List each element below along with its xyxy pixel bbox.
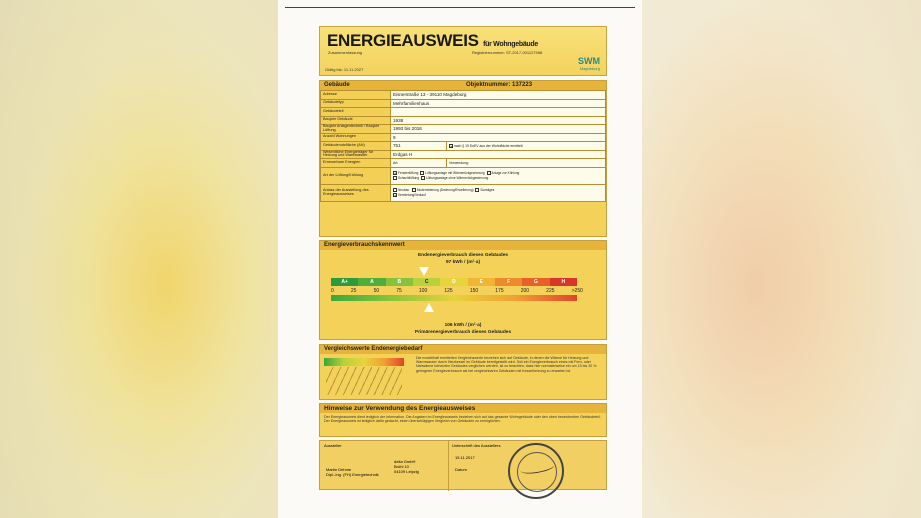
up-arrow-icon — [424, 303, 434, 312]
option-label: Neubau — [398, 188, 410, 193]
row-label: Anlass der Ausstellung des Energieausweises — [321, 184, 391, 201]
option-label: Schachtlüftung — [398, 175, 420, 180]
down-arrow-icon — [419, 267, 429, 276]
class-label: C — [413, 278, 440, 286]
vergleich-text: Die modellhaft ermittelten Vergleichswerte beziehen sich auf Gebäude, in denen die Wärme für Heizung und Warmwasser durch Heizkessel im Gebäude bereitgestellt wird. Soll ein Energieverbrauch eines mit Fern- oder Nahwärme beheizten Gebäudes verglichen werden, ist zu beachten, dass hier normalerweise ein um 15 bis 30 % geringerer Energieverbrauch als bei vergleichbaren Gebäuden mit Kesselheizung zu erwarten ist. — [416, 356, 597, 373]
tick-label: 75 — [396, 288, 402, 294]
gebaeude-table — [320, 90, 606, 202]
hinweise-text: Der Energieausweis dient lediglich der Information. Die Angaben im Energieausweis beziehen sich auf das gesamte Wohngebäude oder den oben bezeichneten Gebäudeteil. Der Energieausweis ist lediglich dafür gedacht, einen überschlägigen Vergleich von Gebäuden zu ermöglichen. — [324, 415, 601, 424]
primaerenergie-title: Primärenergieverbrauch dieses Gebäudes — [414, 330, 512, 335]
class-label: A — [358, 278, 385, 286]
row-value: Art: — [391, 159, 447, 168]
section-vergleich — [319, 344, 607, 400]
title-suffix: für Wohngebäude — [483, 41, 538, 48]
tick-label: >250 — [571, 288, 583, 294]
tick-label: 0 — [331, 288, 334, 294]
section-gebaeude — [319, 80, 607, 237]
table-row — [321, 125, 606, 134]
document-title — [327, 31, 538, 51]
checkbox-icon — [393, 188, 397, 192]
table-row — [321, 133, 606, 142]
scale-ticks — [331, 288, 583, 294]
registration-number: Registriernummer: ST-2017-001127958 — [472, 50, 543, 55]
street: Brühl 10 — [394, 464, 409, 469]
row-value: 751 — [391, 142, 447, 151]
aussteller-title: Dipl.-Ing. (FH) Energietechnik — [326, 472, 379, 477]
row-value: Erdgas H — [391, 150, 606, 159]
document-header — [319, 26, 607, 76]
table-row — [321, 108, 606, 117]
city: 04109 Leipzig — [394, 469, 419, 474]
checkbox-icon — [393, 176, 397, 180]
section-header-vergleich: Vergleichswerte Endenergiebedarf — [320, 345, 606, 354]
table-row — [321, 167, 606, 184]
background-blur-left — [0, 0, 278, 518]
class-label: G — [522, 278, 549, 286]
tick-label: 25 — [350, 288, 357, 294]
row-value: Mehrfamilienhaus — [391, 99, 606, 108]
tick-label: 175 — [495, 288, 504, 294]
primaerenergie-value: 106 kWh / (m²·a) — [444, 323, 482, 328]
aussteller-label: Aussteller — [324, 443, 342, 448]
subtitle-left: Zusammenfassung — [328, 50, 363, 55]
class-label: F — [495, 278, 522, 286]
row-label: Art der Lüftung/Kühlung — [321, 167, 391, 184]
tick-label: 50 — [373, 288, 380, 294]
date-label: Datum — [455, 467, 467, 472]
tick-label: 100 — [418, 288, 428, 294]
class-label: B — [386, 278, 413, 286]
checkbox-checked-icon: ✕ — [394, 193, 397, 198]
table-row — [321, 150, 606, 159]
option-label: Modernisierung (Änderung/Erweiterung) — [416, 188, 474, 193]
section-aussteller — [319, 440, 607, 490]
class-label: H — [550, 278, 577, 286]
row-value: 1938 — [391, 116, 606, 125]
aussteller-name: Martin Dehme — [326, 467, 352, 472]
section-header-gebaeude — [320, 81, 606, 90]
date-value: 15.11.2017 — [455, 455, 475, 460]
background-blur-right — [642, 0, 921, 518]
swm-logo — [578, 57, 600, 73]
valid-until: Gültig bis: 11.11.2027 — [325, 67, 364, 72]
class-label: E — [468, 278, 495, 286]
comparison-labels-graphic — [326, 367, 402, 395]
lueftung-options — [391, 167, 606, 184]
document-page — [278, 0, 642, 518]
title-main: ENERGIEAUSWEIS — [327, 31, 479, 50]
tick-label: 125 — [444, 288, 453, 294]
row-label: Gebäudenutzfläche (AN) — [321, 142, 391, 151]
row-label: Erneuerbare Energien — [321, 159, 391, 168]
checkbox-icon — [475, 188, 479, 192]
aussteller-address — [394, 459, 419, 474]
option-label: Vermietung/Verkauf — [398, 192, 426, 197]
endenergie-title: Endenergieverbrauch dieses Gebäudes — [417, 253, 509, 258]
row-value: 1993 bis 2016 — [391, 125, 606, 134]
signature-label: Unterschrift des Ausstellers — [452, 443, 501, 448]
section-header-verbrauch: Energieverbrauchskennwert — [320, 241, 606, 250]
checkbox-icon — [421, 176, 425, 180]
gebaeude-heading: Gebäude — [324, 82, 350, 88]
option-label: Anlage zur Kühlung — [491, 171, 520, 176]
class-label: D — [440, 278, 467, 286]
gradient-bar — [331, 295, 577, 301]
section-hinweise — [319, 403, 607, 437]
row-label: Baujahr Gebäude — [321, 116, 391, 125]
row-value: 9 — [391, 133, 606, 142]
section-header-hinweise: Hinweise zur Verwendung des Energieausweises — [320, 404, 606, 413]
row-value: Eisnerstraße 13 - 39110 Magdeburg — [391, 91, 606, 100]
class-label: A+ — [331, 278, 358, 286]
tick-label: 225 — [546, 288, 555, 294]
aussteller-person — [326, 467, 379, 477]
endenergie-value: 97 kWh / (m²·a) — [445, 260, 481, 265]
anlass-options — [391, 184, 606, 201]
table-row — [321, 184, 606, 201]
logo-text: SWM — [578, 56, 600, 66]
objektnummer: Objektnummer: 137223 — [466, 82, 533, 88]
comparison-bar-graphic — [324, 358, 404, 366]
row-label: Gebäudeteil — [321, 108, 391, 117]
checkbox-icon — [420, 171, 424, 175]
checkbox-checked-icon: ✕ — [394, 172, 397, 177]
divider — [448, 441, 449, 491]
row-value — [391, 108, 606, 117]
efficiency-class-scale — [331, 278, 577, 286]
table-row — [321, 142, 606, 151]
option-label: Sonstiges — [480, 188, 495, 193]
verwendung-label: Verwendung: — [447, 159, 606, 168]
table-row — [321, 159, 606, 168]
company: delta GmbH — [394, 459, 416, 464]
row-label: Anzahl Wohnungen — [321, 133, 391, 142]
row-label: Gebäudetyp — [321, 99, 391, 108]
logo-subtext: Magdeburg — [579, 66, 600, 71]
option-label: Fensterlüftung — [398, 171, 419, 176]
row-label: Wesentliche Energieträger für Heizung und Warmwasser — [321, 150, 391, 159]
flaeche-note: nach § 19 EnEV aus der Wohnfläche ermittelt — [454, 143, 523, 148]
table-row — [321, 91, 606, 100]
section-verbrauch — [319, 240, 607, 340]
row-label: Baujahr Anlagentechnik / Baujahr Lüftung — [321, 125, 391, 134]
tick-label: 200 — [520, 288, 530, 294]
table-row — [321, 99, 606, 108]
option-label: Lüftungsanlage mit Wärmerückgewinnung — [425, 171, 485, 176]
checkbox-checked-icon: ✕ — [450, 144, 453, 149]
row-label: Adresse — [321, 91, 391, 100]
tick-label: 150 — [469, 288, 479, 294]
option-label: Lüftungsanlage ohne Wärmerückgewinnung — [425, 175, 489, 180]
